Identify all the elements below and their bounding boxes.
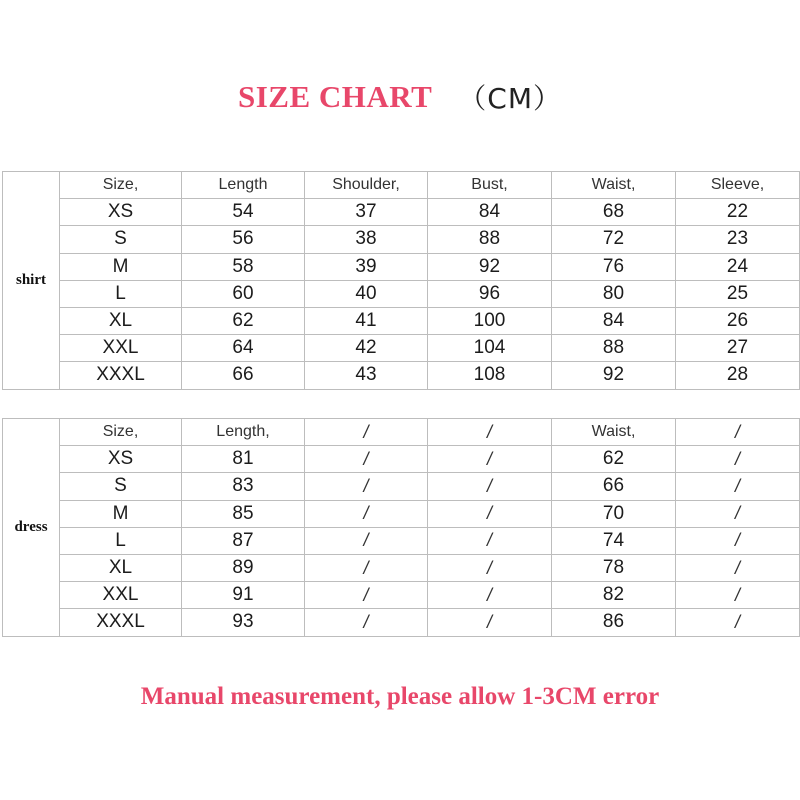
- shirt-size-cell: XXL: [60, 335, 182, 362]
- shirt-size-cell: L: [60, 280, 182, 307]
- shirt-value-cell: 26: [676, 307, 800, 334]
- dress-table-row: [3, 473, 800, 500]
- dress-table-row: [3, 609, 800, 636]
- dress-category-label: dress: [3, 419, 60, 637]
- dress-value-cell: /: [305, 446, 428, 473]
- shirt-value-cell: 96: [428, 280, 552, 307]
- dress-value-cell: /: [428, 500, 552, 527]
- shirt-table-row: [3, 199, 800, 226]
- shirt-size-cell: XL: [60, 307, 182, 334]
- dress-value-cell: 81: [182, 446, 305, 473]
- dress-table-row: [3, 554, 800, 581]
- dress-value-cell: /: [305, 609, 428, 636]
- shirt-value-cell: 66: [182, 362, 305, 389]
- dress-size-cell: M: [60, 500, 182, 527]
- shirt-value-cell: 92: [428, 253, 552, 280]
- shirt-size-cell: XS: [60, 199, 182, 226]
- shirt-value-cell: 42: [305, 335, 428, 362]
- dress-value-cell: /: [676, 500, 800, 527]
- dress-size-cell: XXXL: [60, 609, 182, 636]
- shirt-header-cell: Size,: [60, 172, 182, 199]
- title-unit: （CM）: [458, 82, 562, 115]
- dress-header-cell: Length,: [182, 419, 305, 446]
- dress-value-cell: /: [676, 609, 800, 636]
- dress-size-cell: XXL: [60, 582, 182, 609]
- shirt-value-cell: 27: [676, 335, 800, 362]
- shirt-value-cell: 108: [428, 362, 552, 389]
- shirt-value-cell: 37: [305, 199, 428, 226]
- dress-value-cell: 91: [182, 582, 305, 609]
- shirt-table-row: [3, 280, 800, 307]
- dress-value-cell: /: [428, 554, 552, 581]
- dress-value-cell: /: [428, 609, 552, 636]
- dress-header-cell: Waist,: [552, 419, 676, 446]
- dress-value-cell: /: [428, 527, 552, 554]
- dress-header-cell: Size,: [60, 419, 182, 446]
- size-chart-title: [0, 72, 800, 122]
- dress-table-row: [3, 582, 800, 609]
- shirt-value-cell: 60: [182, 280, 305, 307]
- shirt-size-cell: XXXL: [60, 362, 182, 389]
- dress-value-cell: 85: [182, 500, 305, 527]
- shirt-value-cell: 54: [182, 199, 305, 226]
- shirt-value-cell: 41: [305, 307, 428, 334]
- dress-value-cell: 87: [182, 527, 305, 554]
- shirt-category-label: shirt: [3, 172, 60, 390]
- shirt-value-cell: 28: [676, 362, 800, 389]
- dress-header-cell: /: [676, 419, 800, 446]
- dress-size-cell: XL: [60, 554, 182, 581]
- dress-table-row: [3, 500, 800, 527]
- dress-value-cell: /: [305, 554, 428, 581]
- shirt-value-cell: 100: [428, 307, 552, 334]
- shirt-size-cell: M: [60, 253, 182, 280]
- shirt-value-cell: 58: [182, 253, 305, 280]
- dress-value-cell: /: [428, 582, 552, 609]
- shirt-header-cell: Waist,: [552, 172, 676, 199]
- shirt-table-row: [3, 253, 800, 280]
- dress-value-cell: /: [428, 473, 552, 500]
- dress-value-cell: /: [305, 500, 428, 527]
- shirt-header-cell: Sleeve,: [676, 172, 800, 199]
- dress-value-cell: /: [676, 473, 800, 500]
- dress-header-row: [3, 419, 800, 446]
- dress-size-cell: XS: [60, 446, 182, 473]
- shirt-table-row: [3, 226, 800, 253]
- dress-value-cell: /: [305, 582, 428, 609]
- shirt-value-cell: 43: [305, 362, 428, 389]
- shirt-value-cell: 68: [552, 199, 676, 226]
- dress-table-row: [3, 446, 800, 473]
- shirt-value-cell: 38: [305, 226, 428, 253]
- dress-value-cell: 74: [552, 527, 676, 554]
- shirt-value-cell: 88: [428, 226, 552, 253]
- shirt-value-cell: 23: [676, 226, 800, 253]
- dress-value-cell: /: [676, 446, 800, 473]
- dress-value-cell: 93: [182, 609, 305, 636]
- shirt-value-cell: 64: [182, 335, 305, 362]
- measurement-note: Manual measurement, please allow 1-3CM error: [140, 683, 660, 710]
- dress-value-cell: /: [676, 554, 800, 581]
- dress-table-row: [3, 527, 800, 554]
- title-text: SIZE CHART: [238, 79, 433, 114]
- shirt-value-cell: 92: [552, 362, 676, 389]
- shirt-value-cell: 25: [676, 280, 800, 307]
- dress-size-cell: L: [60, 527, 182, 554]
- dress-value-cell: 78: [552, 554, 676, 581]
- shirt-size-cell: S: [60, 226, 182, 253]
- shirt-value-cell: 88: [552, 335, 676, 362]
- dress-value-cell: 86: [552, 609, 676, 636]
- shirt-header-cell: Length: [182, 172, 305, 199]
- dress-header-cell: /: [428, 419, 552, 446]
- shirt-value-cell: 84: [428, 199, 552, 226]
- shirt-value-cell: 84: [552, 307, 676, 334]
- shirt-value-cell: 24: [676, 253, 800, 280]
- dress-value-cell: 82: [552, 582, 676, 609]
- dress-size-cell: S: [60, 473, 182, 500]
- dress-value-cell: /: [428, 446, 552, 473]
- shirt-size-table: [2, 171, 800, 390]
- dress-value-cell: 70: [552, 500, 676, 527]
- shirt-value-cell: 22: [676, 199, 800, 226]
- dress-value-cell: /: [305, 527, 428, 554]
- shirt-value-cell: 76: [552, 253, 676, 280]
- shirt-value-cell: 80: [552, 280, 676, 307]
- shirt-value-cell: 56: [182, 226, 305, 253]
- shirt-header-cell: Bust,: [428, 172, 552, 199]
- shirt-value-cell: 62: [182, 307, 305, 334]
- shirt-header-row: [3, 172, 800, 199]
- dress-value-cell: /: [305, 473, 428, 500]
- shirt-value-cell: 39: [305, 253, 428, 280]
- dress-header-cell: /: [305, 419, 428, 446]
- dress-value-cell: /: [676, 527, 800, 554]
- shirt-value-cell: 72: [552, 226, 676, 253]
- dress-value-cell: 62: [552, 446, 676, 473]
- dress-value-cell: /: [676, 582, 800, 609]
- dress-value-cell: 89: [182, 554, 305, 581]
- shirt-value-cell: 40: [305, 280, 428, 307]
- shirt-value-cell: 104: [428, 335, 552, 362]
- shirt-table-row: [3, 362, 800, 389]
- shirt-table-row: [3, 335, 800, 362]
- shirt-header-cell: Shoulder,: [305, 172, 428, 199]
- dress-value-cell: 66: [552, 473, 676, 500]
- shirt-table-row: [3, 307, 800, 334]
- dress-value-cell: 83: [182, 473, 305, 500]
- dress-size-table: [2, 418, 800, 637]
